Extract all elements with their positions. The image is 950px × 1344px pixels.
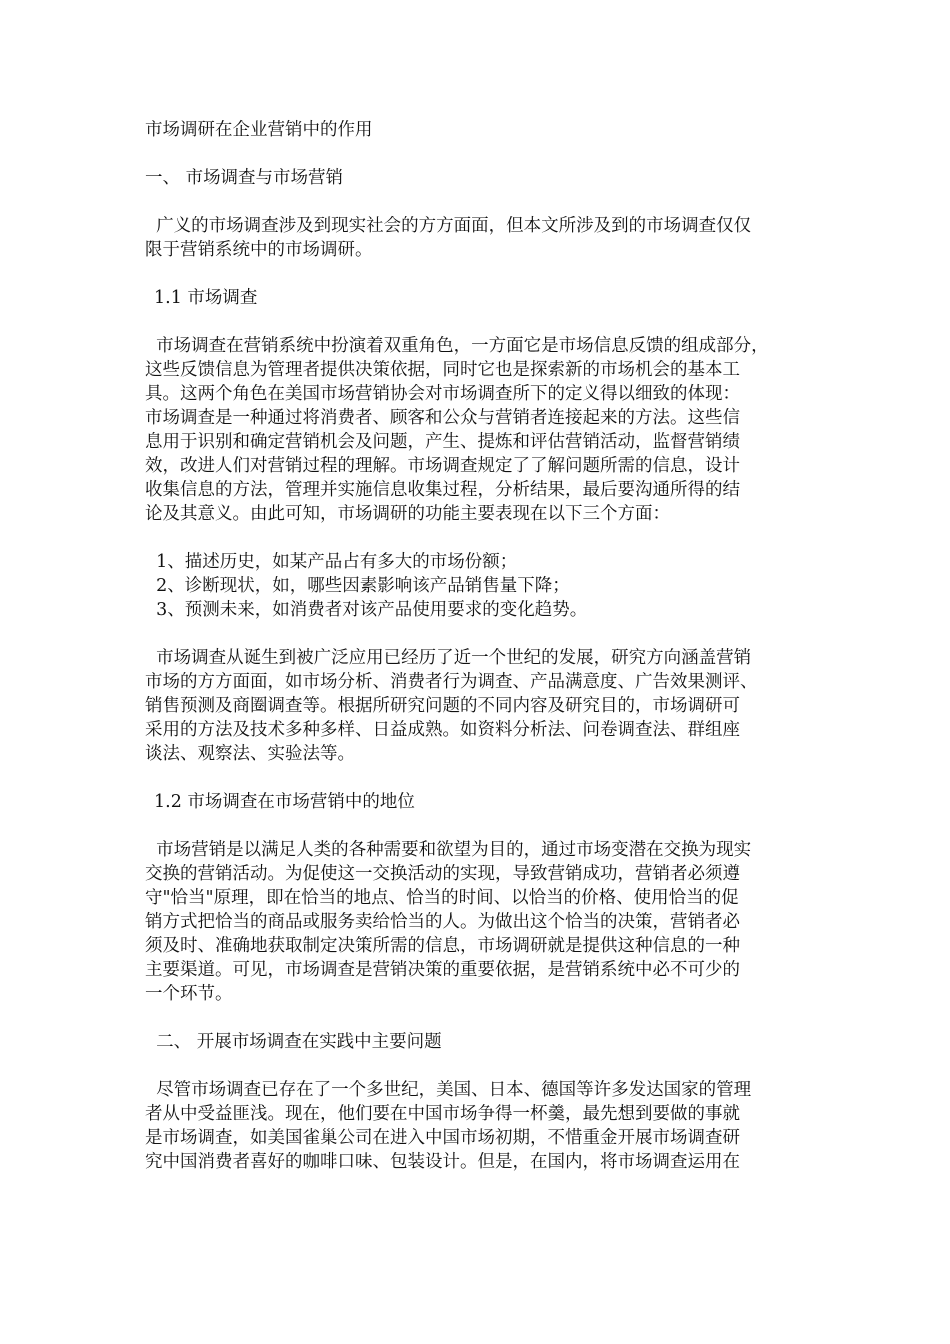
function-list xyxy=(145,550,810,622)
paragraph-1 xyxy=(145,214,810,262)
paragraph-line: 谈法、观察法、实验法等。 xyxy=(145,744,355,764)
paragraph-line: 广义的市场调查涉及到现实社会的方方面面，但本文所涉及到的市场调查仅仅 xyxy=(145,216,752,236)
paragraph-line: 具。这两个角色在美国市场营销协会对市场调查所下的定义得以细致的体现： xyxy=(145,384,740,404)
heading-section-2: 二、 开展市场调查在实践中主要问题 xyxy=(145,1032,442,1052)
paragraph-line: 市场营销是以满足人类的各种需要和欲望为目的，通过市场变潜在交换为现实 xyxy=(145,840,752,860)
list-item: 1、描述历史，如某产品占有多大的市场份额； xyxy=(145,552,518,572)
paragraph-line: 尽管市场调查已存在了一个多世纪，美国、日本、德国等许多发达国家的管理 xyxy=(145,1080,752,1100)
list-item: 2、诊断现状，如，哪些因素影响该产品销售量下降； xyxy=(145,576,570,596)
heading-section-1-1: 1.1 市场调查 xyxy=(154,288,258,308)
paragraph-line: 交换的营销活动。为促使这一交换活动的实现，导致营销成功，营销者必须遵 xyxy=(145,864,740,884)
paragraph-line: 采用的方法及技术多种多样、日益成熟。如资料分析法、问卷调查法、群组座 xyxy=(145,720,740,740)
heading-section-1-2: 1.2 市场调查在市场营销中的地位 xyxy=(154,792,415,812)
paragraph-line: 这些反馈信息为管理者提供决策依据，同时它也是探索新的市场机会的基本工 xyxy=(145,360,740,380)
paragraph-line: 论及其意义。由此可知，市场调研的功能主要表现在以下三个方面： xyxy=(145,504,670,524)
paragraph-line: 究中国消费者喜好的咖啡口味、包装设计。但是，在国内，将市场调查运用在 xyxy=(145,1152,740,1172)
paragraph-line: 限于营销系统中的市场调研。 xyxy=(145,240,373,260)
list-item: 3、预测未来，如消费者对该产品使用要求的变化趋势。 xyxy=(145,600,588,620)
paragraph-line: 市场调查在营销系统中扮演着双重角色，一方面它是市场信息反馈的组成部分， xyxy=(145,336,769,356)
paragraph-line: 效，改进人们对营销过程的理解。市场调查规定了了解问题所需的信息，设计 xyxy=(145,456,740,476)
paragraph-2 xyxy=(145,334,810,526)
paragraph-line: 是市场调查，如美国雀巢公司在进入中国市场初期，不惜重金开展市场调查研 xyxy=(145,1128,740,1148)
paragraph-line: 一个环节。 xyxy=(145,984,233,1004)
paragraph-line: 者从中受益匪浅。现在，他们要在中国市场争得一杯羹，最先想到要做的事就 xyxy=(145,1104,740,1124)
paragraph-line: 销售预测及商圈调查等。根据所研究问题的不同内容及研究目的，市场调研可 xyxy=(145,696,740,716)
document-body xyxy=(145,118,810,1174)
document-title: 市场调研在企业营销中的作用 xyxy=(145,120,373,140)
paragraph-line: 市场的方方面面，如市场分析、消费者行为调查、产品满意度、广告效果测评、 xyxy=(145,672,758,692)
paragraph-5 xyxy=(145,1078,810,1174)
paragraph-line: 须及时、准确地获取制定决策所需的信息，市场调研就是提供这种信息的一种 xyxy=(145,936,740,956)
paragraph-line: 息用于识别和确定营销机会及问题，产生、提炼和评估营销活动，监督营销绩 xyxy=(145,432,740,452)
paragraph-line: 收集信息的方法，管理并实施信息收集过程，分析结果，最后要沟通所得的结 xyxy=(145,480,740,500)
paragraph-line: 主要渠道。可见，市场调查是营销决策的重要依据，是营销系统中必不可少的 xyxy=(145,960,740,980)
paragraph-line: 市场调查从诞生到被广泛应用已经历了近一个世纪的发展，研究方向涵盖营销 xyxy=(145,648,752,668)
paragraph-line: 市场调查是一种通过将消费者、顾客和公众与营销者连接起来的方法。这些信 xyxy=(145,408,740,428)
paragraph-line: 守"恰当"原理，即在恰当的地点、恰当的时间、以恰当的价格、使用恰当的促 xyxy=(145,888,739,908)
paragraph-3 xyxy=(145,646,810,766)
heading-section-1: 一、 市场调查与市场营销 xyxy=(145,168,344,188)
paragraph-line: 销方式把恰当的商品或服务卖给恰当的人。为做出这个恰当的决策，营销者必 xyxy=(145,912,740,932)
paragraph-4 xyxy=(145,838,810,1006)
